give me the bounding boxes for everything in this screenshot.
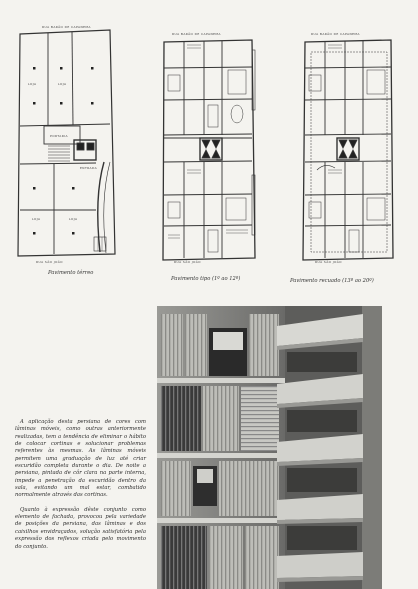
room-label-entrance: ENTRADA [80,166,98,170]
street-label-top: RUA BARÃO DE CAPANEMA [42,25,91,29]
paragraph: Quanto à expressão dêste conjunto como elemento de fachada, provocou pela variedade de posições da persiana, das lâminas e dos caixilhos envidraçados, solução satisfatória pela expressão dos reflexos criada pelo movimento do conjunto. [15,506,146,550]
paragraph: A aplicação desta persiana de cores com lâminas móveis, como outras anteriormente realizadas, tem a tendência de eliminar o hábito de colocar cortinas e solucionar problemas referentes às mesmas. As lâminas móveis permitem uma graduação de luz até criar escuridão completa durante o dia. De noite a persiana, pintada de côr clara na parte interna, impede a penetração da escuridão dentro da sala, evitando um mal estar, combatido normalmente através das cortinas. [15,419,146,499]
street-label-top: RUA BARÃO DE CAPANEMA [172,32,221,36]
plan-ground-floor [14,22,120,267]
caption-ground-floor: Pavimento térreo [48,270,94,276]
room-label-shop: LOJA [28,82,37,86]
facade-photo-illustration [157,306,382,589]
typical-floor-drawing [160,30,260,265]
article-text [15,419,146,558]
plan-setback-floor [297,30,397,265]
room-label-shop: LOJA [58,82,67,86]
street-label-top: RUA BARÃO DE CAPANEMA [311,32,360,36]
facade-photo [157,306,382,589]
street-label-bottom: RUA SÃO JOÃO [36,260,63,264]
ground-floor-drawing [14,22,120,267]
room-label-shop: LOJA [69,217,78,221]
caption-setback-floor: Pavimento recuado (13º ao 20º) [290,278,374,284]
street-label-bottom: RUA SÃO JOÃO [315,260,342,264]
room-label-portaria: PORTARIA [50,134,68,138]
plan-typical-floor [160,30,260,265]
setback-floor-drawing [297,30,397,265]
street-label-bottom: RUA SÃO JOÃO [174,260,201,264]
room-label-shop: LOJA [32,217,41,221]
caption-typical-floor: Pavimento tipo (1º ao 12º) [171,276,241,282]
